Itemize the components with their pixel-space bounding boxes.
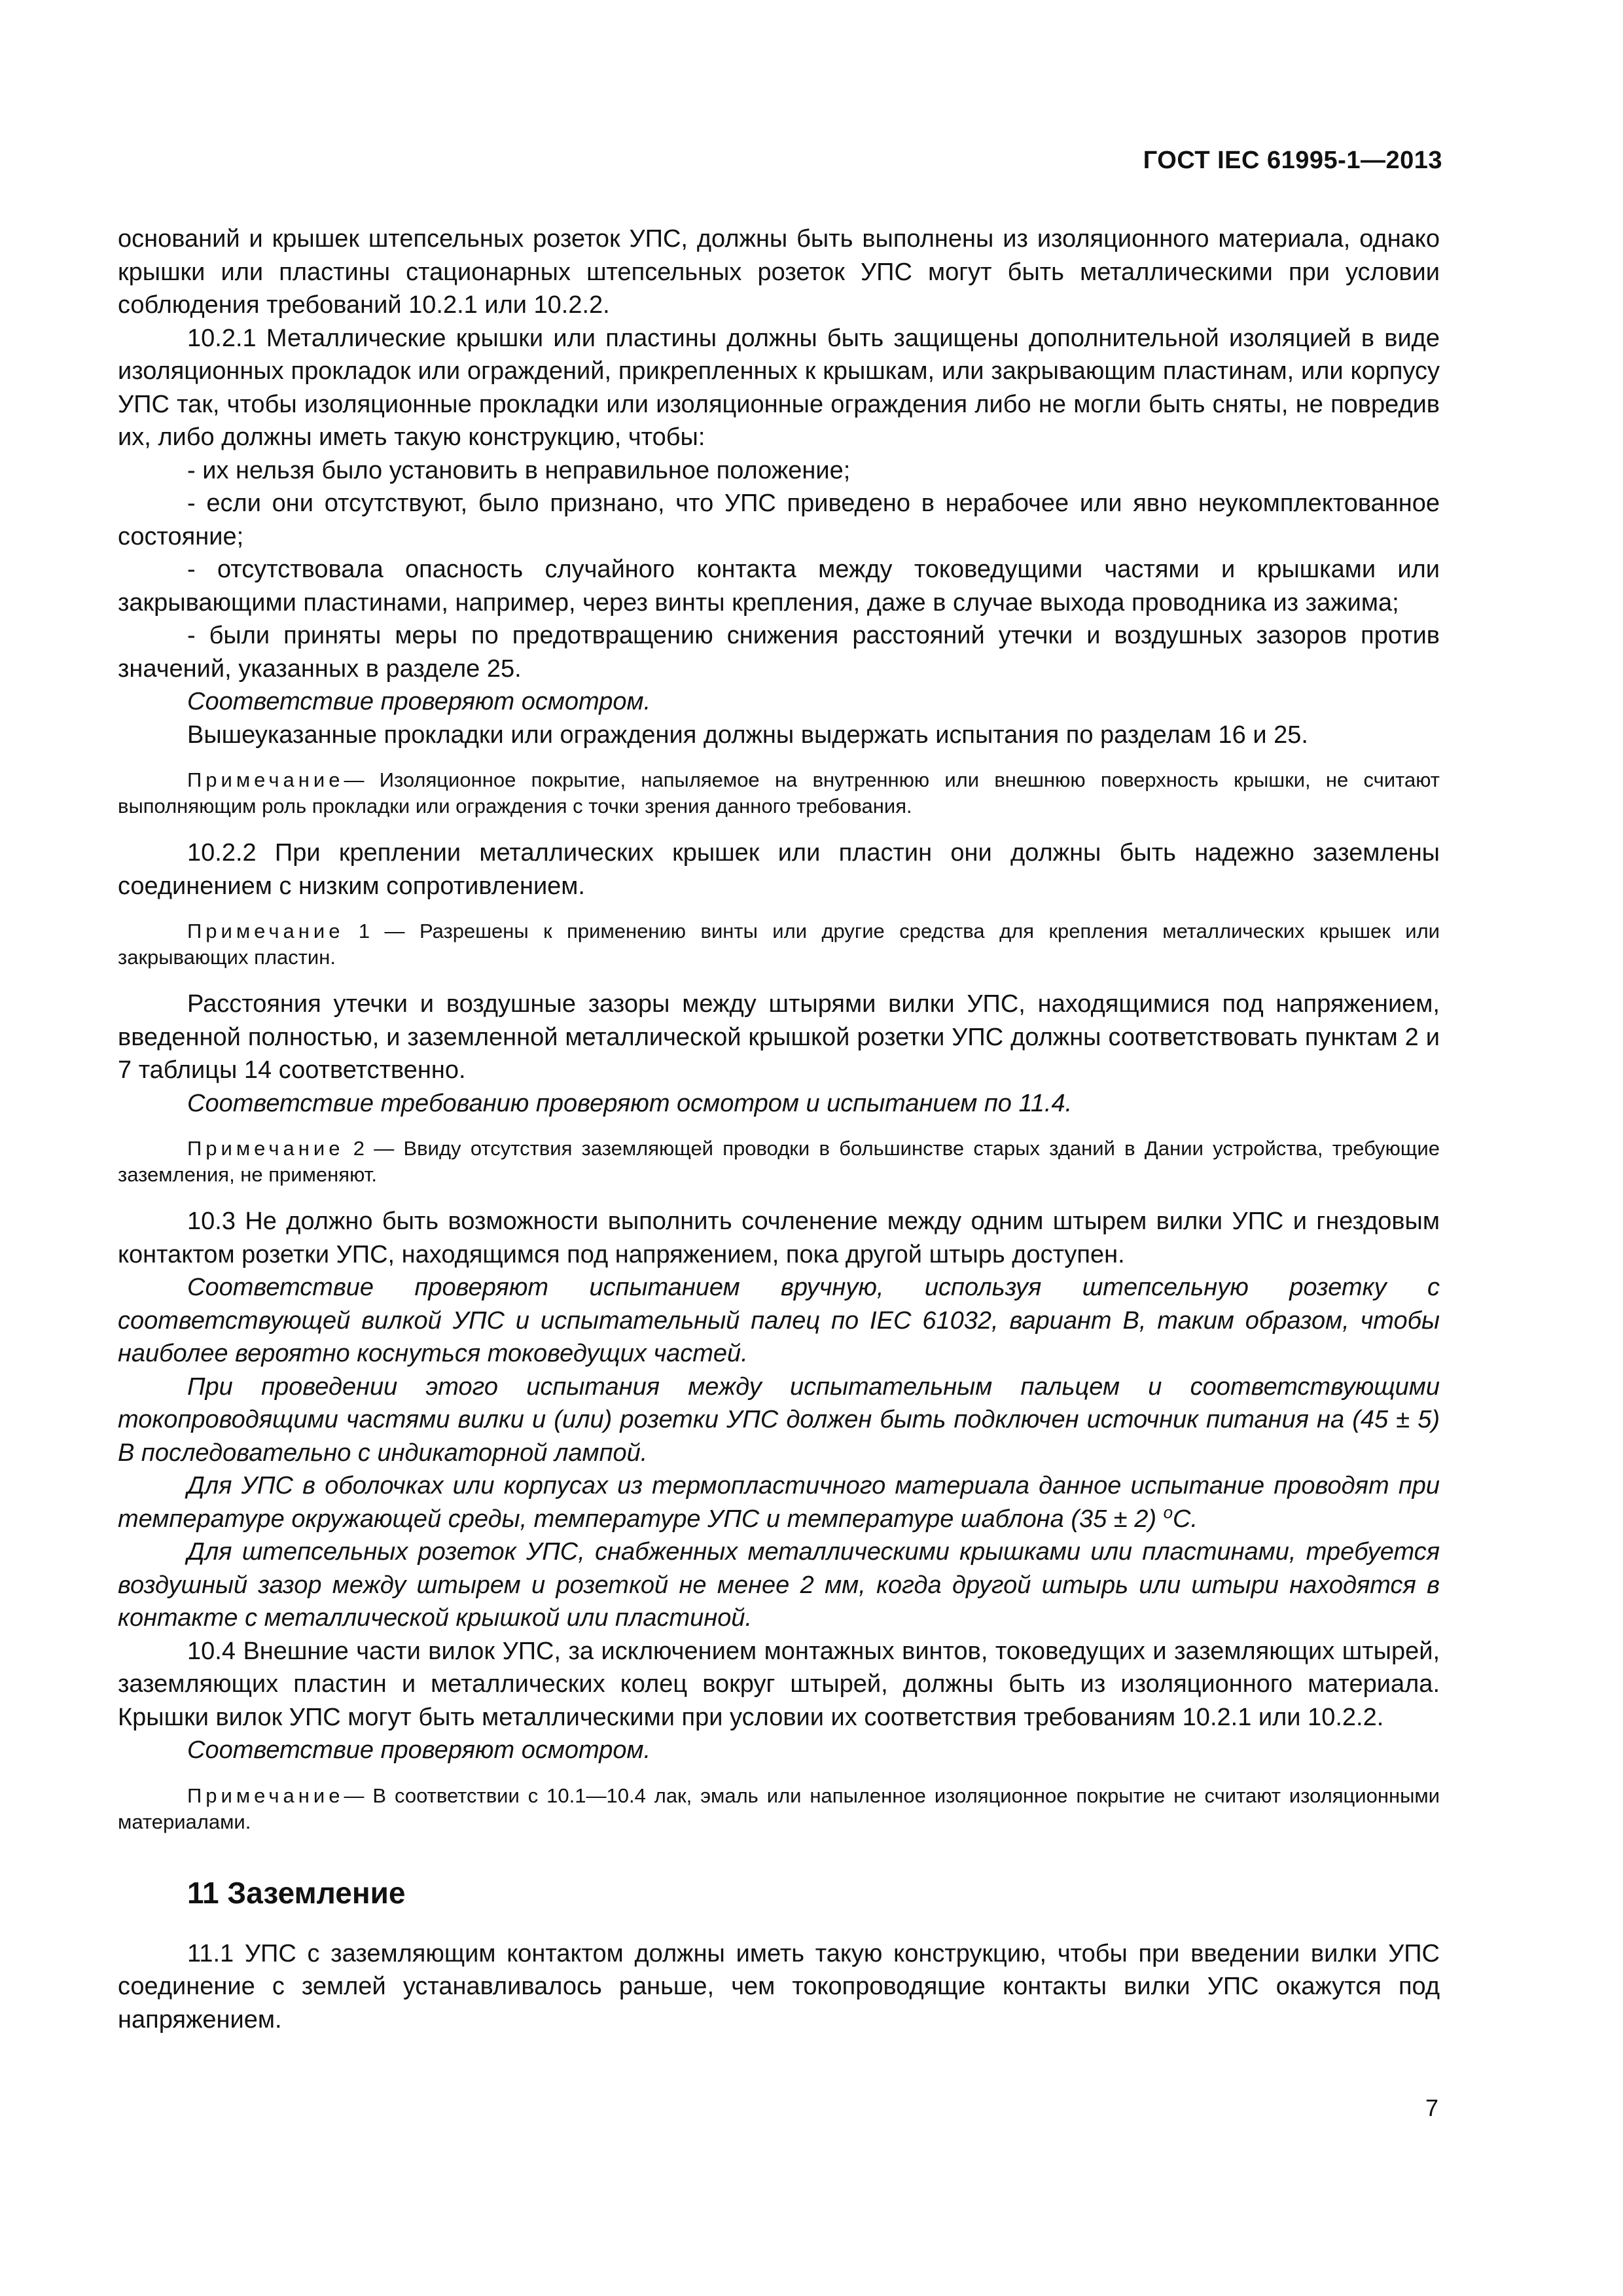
test-procedure [118,1469,1440,1535]
clause-11-1: 11.1 УПС с заземляющим контактом должны иметь такую конструкцию, чтобы при введении вилки УПС соединение с землей устанавливалось раньше, чем токопроводящие контакты вилки УПС окажутся под напряжением. [118,1939,1440,2034]
clause-10-3: 10.3 Не должно быть возможности выполнить сочленение между одним штырем вилки УПС и гнездовым контактом розетки УПС, находящимся под напряжением, пока другой штырь доступен. [118,1208,1440,1268]
compliance-statement: Соответствие проверяют осмотром. [187,688,651,715]
test-procedure: При проведении этого испытания между испытательным пальцем и соответствующими токопроводящими частями вилки и (или) розетки УПС должен быть подключен источник питания на (45 ± 5) В последовательно с индикаторной лампой. [118,1372,1440,1467]
test-procedure: Для штепсельных розеток УПС, снабженных металлическими крышками или пластинами, требуется воздушный зазор между штырем и розеткой не менее 2 мм, когда другой штырь или штыри находятся в контакте с металлической крышкой или пластиной. [118,1538,1440,1632]
note-text: — Изоляционное покрытие, напыляемое на внутреннюю или внешнюю поверхность крышки, не считают выполняющим роль прокладки или ограждения с точки зрения данного требования. [118,768,1440,817]
list-item: - если они отсутствуют, было признано, что УПС приведено в нерабочее или явно неукомплектованное состояние; [118,490,1440,550]
paragraph: Вышеуказанные прокладки или ограждения должны выдержать испытания по разделам 16 и 25. [187,721,1308,749]
note-label: Примечание [187,768,344,791]
note-label: Примечание [187,920,344,942]
paragraph-continuation: оснований и крышек штепсельных розеток УПС, должны быть выполнены из изоляционного материала, однако крышки или пластины стационарных штепсельных розеток УПС могут быть металлическими при условии соблюдения требований 10.2.1 или 10.2.2. [118,225,1440,319]
compliance-statement: Соответствие проверяют испытанием вручную, используя штепсельную розетку с соответствующей вилкой УПС и испытательный палец по IEC 61032, вариант В, таким образом, чтобы наиболее вероятно коснуться токоведущих частей. [118,1274,1440,1367]
compliance-statement: Соответствие проверяют осмотром. [187,1736,651,1764]
note-text: 1 — Разрешены к применению винты или другие средства для крепления металлических крышек или закрывающих пластин. [118,920,1440,969]
note-label: Примечание [187,1784,344,1807]
note [118,767,1440,819]
clause-10-2-2: 10.2.2 При креплении металлических крышек или пластин они должны быть надежно заземлены соединением с низким сопротивлением. [118,839,1440,900]
page-number: 7 [1425,2094,1438,2121]
test-procedure-unit: С. [1173,1505,1198,1533]
list-item: - их нельзя было установить в неправильное положение; [187,456,851,484]
section-heading-11: 11 Заземление [187,1875,406,1910]
clause-10-2-1: 10.2.1 Металлические крышки или пластины должны быть защищены дополнительной изоляцией в виде изоляционных прокладок или ограждений, прикрепленных к крышкам, или закрывающим пластинам, или корпусу УПС так, чтобы изоляционные прокладки или изоляционные ограждения либо не могли быть сняты, не повредив их, либо должны иметь такую конструкцию, чтобы: [118,324,1440,451]
note [118,918,1440,971]
note-text: 2 — Ввиду отсутствия заземляющей проводки в большинстве старых зданий в Дании устройства, требующие заземления, не применяют. [118,1137,1440,1186]
clause-10-4: 10.4 Внешние части вилок УПС, за исключением монтажных винтов, токоведущих и заземляющих штырей, заземляющих пластин и металлических колец вокруг штырей, должны быть из изоляционного материала. Крышки вилок УПС могут быть металлическими при условии их соответствия требованиям 10.2.1 или 10.2.2. [118,1637,1440,1731]
test-procedure-text: Для УПС в оболочках или корпусах из термопластичного материала данное испытание проводят при температуре окружающей среды, температуре УПС и температуре шаблона (35 ± 2) [118,1472,1440,1533]
note-label: Примечание [187,1137,344,1160]
list-item: - отсутствовала опасность случайного контакта между токоведущими частями и крышками или закрывающими пластинами, например, через винты крепления, даже в случае выхода проводника из зажима; [118,556,1440,617]
degree-superscript: о [1163,1501,1173,1522]
standard-header: ГОСТ IEC 61995-1—2013 [1143,147,1442,174]
note [118,1136,1440,1188]
note-text: — В соответствии с 10.1—10.4 лак, эмаль или напыленное изоляционное покрытие не считают изоляционными материалами. [118,1784,1440,1833]
note [118,1783,1440,1835]
compliance-statement: Соответствие требованию проверяют осмотром и испытанием по 11.4. [187,1089,1073,1117]
list-item: - были приняты меры по предотвращению снижения расстояний утечки и воздушных зазоров против значений, указанных в разделе 25. [118,622,1440,683]
document-body [118,223,1440,2036]
paragraph: Расстояния утечки и воздушные зазоры между штырями вилки УПС, находящимися под напряжением, введенной полностью, и заземленной металлической крышкой розетки УПС должны соответствовать пунктам 2 и 7 таблицы 14 соответственно. [118,990,1440,1084]
